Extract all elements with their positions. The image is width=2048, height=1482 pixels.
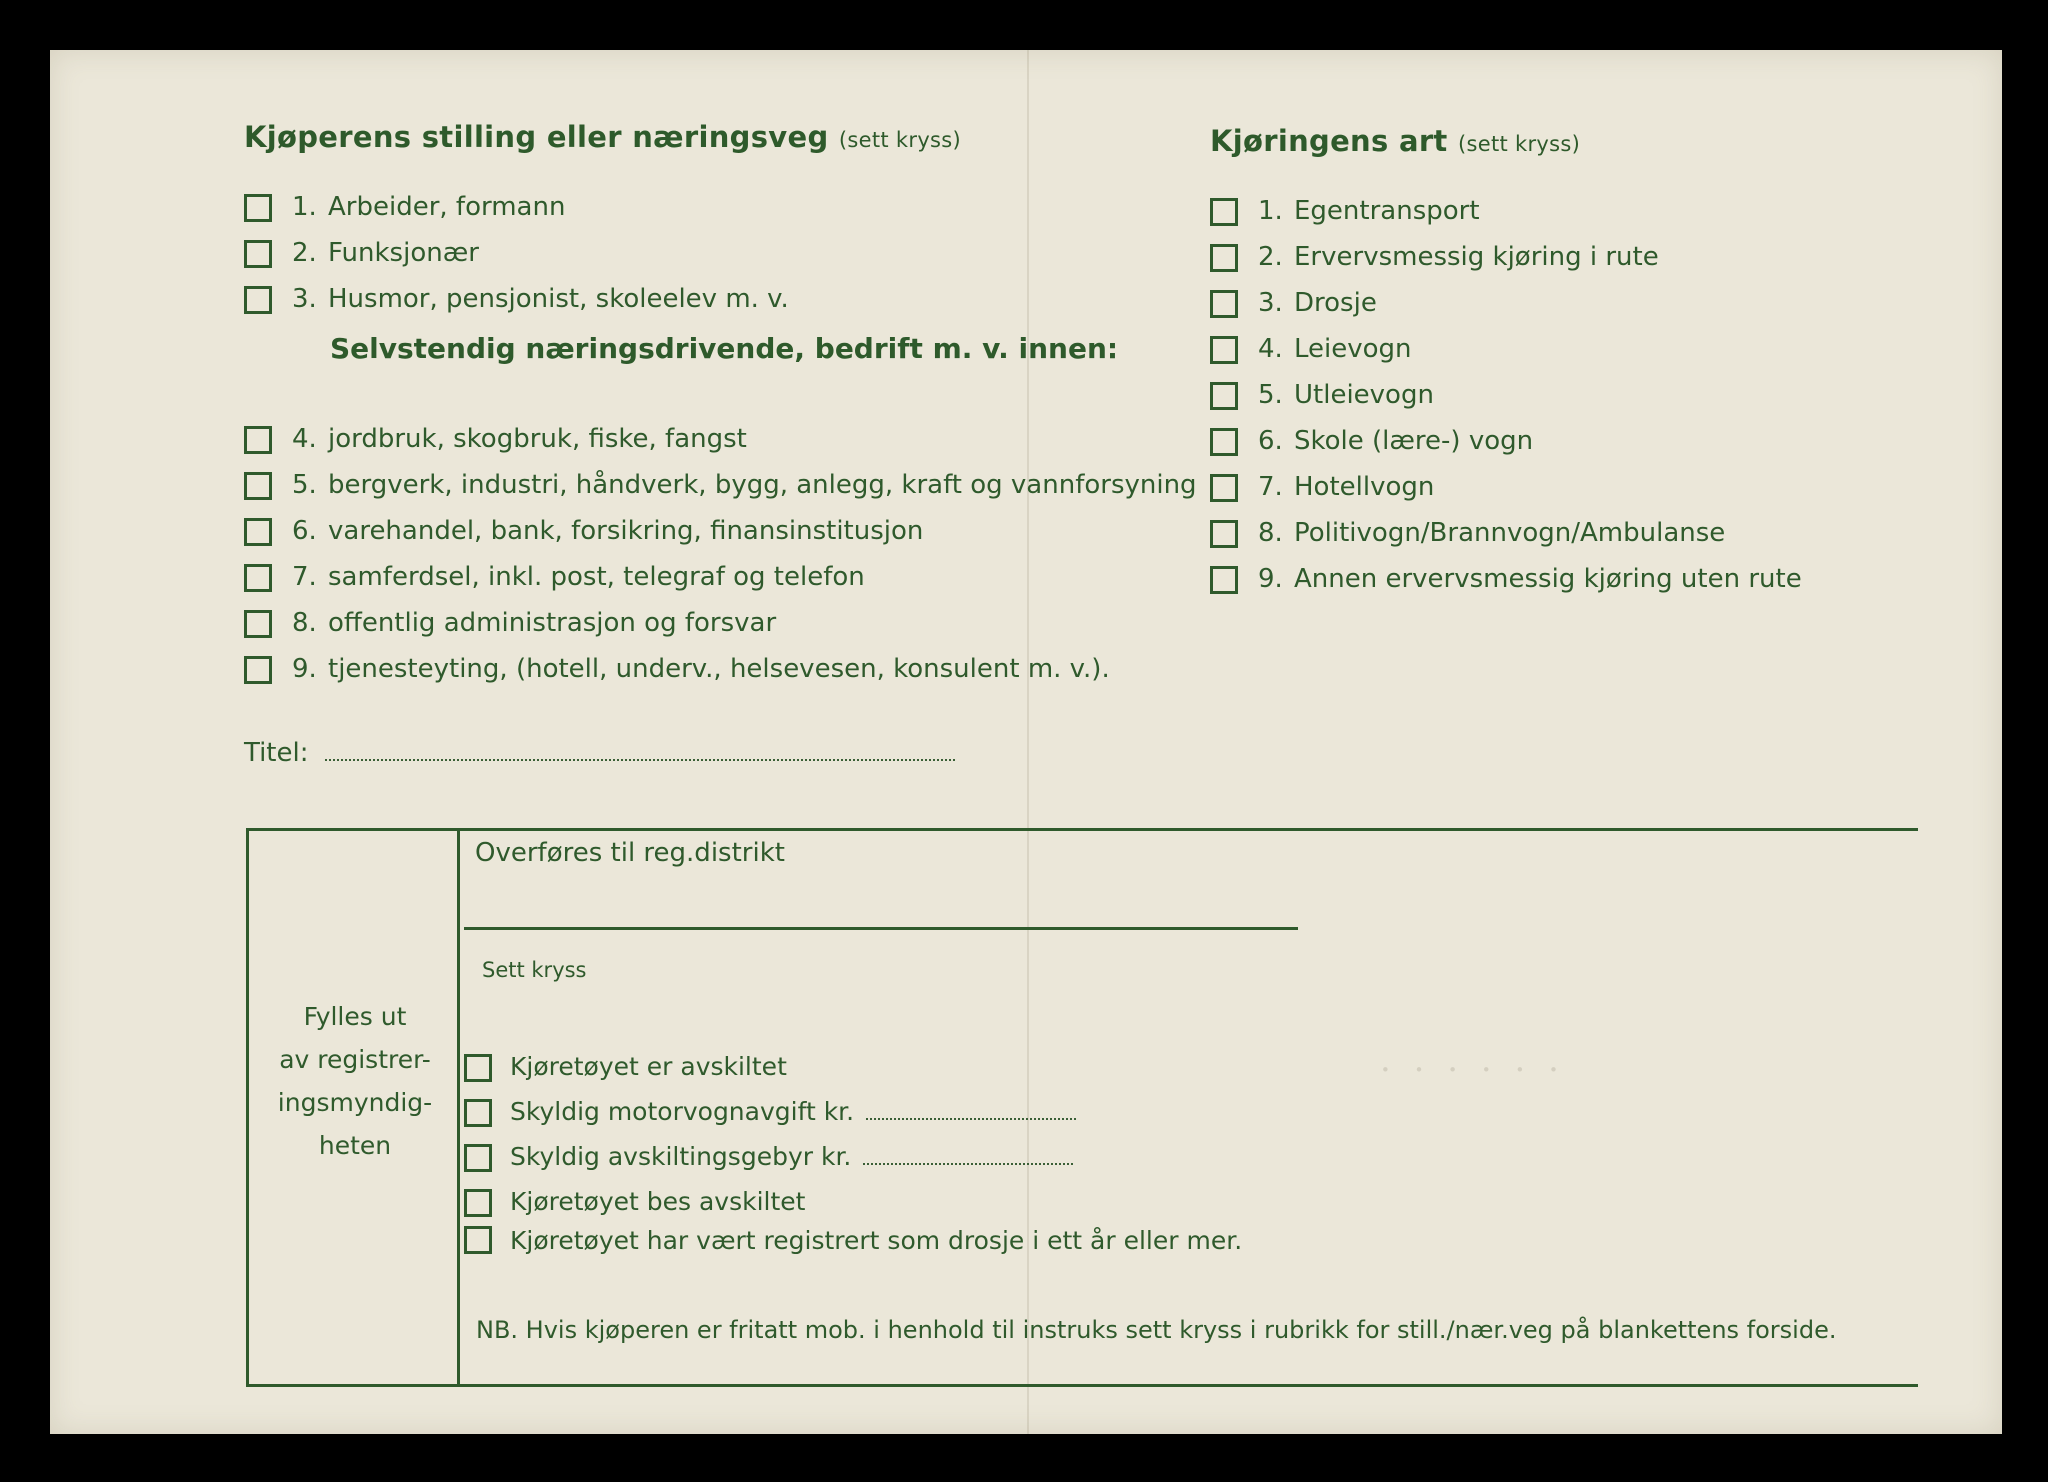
driving-type-option-label: Politivogn/Brannvogn/Ambulanse	[1294, 518, 1726, 548]
driving-type-option-1	[1258, 196, 1480, 226]
industry-option-label: bergverk, industri, håndverk, bygg, anlegg, kraft og vannforsyning	[328, 470, 1197, 500]
driving-type-checkbox-3[interactable]	[1210, 290, 1238, 318]
driving-type-option-label: Hotellvogn	[1294, 472, 1435, 502]
driving-type-checkbox-8[interactable]	[1210, 520, 1238, 548]
drosje-check-label: Kjøretøyet har vært registrert som drosje i ett år eller mer.	[510, 1226, 1243, 1255]
industry-option-label: samferdsel, inkl. post, telegraf og telefon	[328, 562, 865, 592]
industry-checkbox-3[interactable]	[244, 518, 272, 546]
driving-type-option-number: 2.	[1258, 242, 1283, 272]
bleed-through-mark: · · · · · ·	[1380, 1050, 1565, 1090]
registry-side-label-line: av registrer-	[279, 1045, 431, 1074]
registry-check-4	[510, 1187, 805, 1216]
nb-note: NB. Hvis kjøperen er fritatt mob. i henhold til instruks sett kryss i rubrikk for still./nær.veg på blankettens forside.	[476, 1316, 1837, 1344]
driving-type-checkbox-6[interactable]	[1210, 428, 1238, 456]
driving-type-option-number: 9.	[1258, 564, 1283, 594]
registry-check-label: Skyldig motorvognavgift kr.	[510, 1097, 855, 1126]
industry-checkbox-6[interactable]	[244, 656, 272, 684]
amount-dotted-line[interactable]	[863, 1143, 1073, 1165]
occupation-option-label: Arbeider, formann	[328, 192, 566, 222]
amount-dotted-line[interactable]	[866, 1098, 1076, 1120]
driving-type-heading: Kjøringens art (sett kryss)	[1210, 124, 1581, 158]
registry-side-label-line: Fylles ut	[303, 1002, 407, 1031]
driving-type-option-label: Utleievogn	[1294, 380, 1434, 410]
driving-type-option-label: Egentransport	[1294, 196, 1480, 226]
industry-checkbox-5[interactable]	[244, 610, 272, 638]
occupation-option-number: 1.	[292, 192, 317, 222]
driving-type-option-number: 7.	[1258, 472, 1283, 502]
registry-checkbox-2[interactable]	[464, 1099, 492, 1127]
industry-checkbox-4[interactable]	[244, 564, 272, 592]
occupation-option-number: 3.	[292, 284, 317, 314]
registry-side-label-line: ingsmyndig-	[277, 1088, 433, 1117]
driving-type-option-9	[1258, 564, 1802, 594]
drosje-checkbox[interactable]	[464, 1226, 492, 1254]
occupation-checkbox-2[interactable]	[244, 240, 272, 268]
registry-check-2	[510, 1097, 1076, 1126]
title-label: Titel:	[244, 738, 309, 768]
driving-type-option-number: 8.	[1258, 518, 1283, 548]
transfer-district-label: Overføres til reg.distrikt	[475, 838, 785, 868]
driving-type-option-4	[1258, 334, 1412, 364]
registry-checkbox-3[interactable]	[464, 1144, 492, 1172]
industry-option-number: 8.	[292, 608, 317, 638]
driving-type-checkbox-5[interactable]	[1210, 382, 1238, 410]
driving-type-option-7	[1258, 472, 1434, 502]
industry-option-number: 9.	[292, 654, 317, 684]
transfer-district-line[interactable]	[464, 927, 1298, 930]
sett-kryss-label: Sett kryss	[482, 958, 587, 982]
occupation-option-1	[292, 192, 565, 222]
registry-side-label-line: heten	[318, 1131, 392, 1160]
industry-checkbox-1[interactable]	[244, 426, 272, 454]
occupation-checkbox-1[interactable]	[244, 194, 272, 222]
driving-type-checkbox-9[interactable]	[1210, 566, 1238, 594]
industry-option-1	[292, 424, 747, 454]
driving-type-option-6	[1258, 426, 1533, 456]
driving-type-checkbox-4[interactable]	[1210, 336, 1238, 364]
driving-type-checkbox-1[interactable]	[1210, 198, 1238, 226]
registry-check-1	[510, 1052, 787, 1081]
registry-left-border	[246, 828, 249, 1387]
industry-option-2	[292, 470, 1197, 500]
registry-checkbox-1[interactable]	[464, 1054, 492, 1082]
driving-type-option-number: 3.	[1258, 288, 1283, 318]
registry-side-label	[260, 995, 450, 1167]
title-dotted-line	[325, 739, 955, 761]
industry-option-number: 5.	[292, 470, 317, 500]
industry-checkbox-2[interactable]	[244, 472, 272, 500]
registry-check-label: Skyldig avskiltingsgebyr kr.	[510, 1142, 852, 1171]
industry-option-3	[292, 516, 923, 546]
occupation-option-3	[292, 284, 789, 314]
industry-option-number: 7.	[292, 562, 317, 592]
industry-option-6	[292, 654, 1110, 684]
industry-option-number: 6.	[292, 516, 317, 546]
driving-type-checkbox-7[interactable]	[1210, 474, 1238, 502]
registry-checkbox-4[interactable]	[464, 1189, 492, 1217]
registry-check-label: Kjøretøyet er avskiltet	[510, 1052, 787, 1081]
driving-type-option-number: 1.	[1258, 196, 1283, 226]
industry-option-number: 4.	[292, 424, 317, 454]
driving-type-option-label: Leievogn	[1294, 334, 1412, 364]
industry-option-label: varehandel, bank, forsikring, finansinstitusjon	[328, 516, 924, 546]
driving-type-option-8	[1258, 518, 1725, 548]
form-card	[50, 50, 2002, 1434]
buyer-occupation-heading: Kjøperens stilling eller næringsveg (sett kryss)	[244, 120, 962, 154]
driving-type-option-2	[1258, 242, 1659, 272]
industry-option-5	[292, 608, 776, 638]
occupation-option-label: Husmor, pensjonist, skoleelev m. v.	[328, 284, 789, 314]
registry-top-border	[246, 828, 1918, 831]
registry-divider	[457, 828, 460, 1387]
driving-type-option-label: Annen ervervsmessig kjøring uten rute	[1294, 564, 1802, 594]
occupation-option-2	[292, 238, 479, 268]
driving-type-option-label: Drosje	[1294, 288, 1377, 318]
driving-type-hint: (sett kryss)	[1458, 132, 1581, 156]
driving-type-option-number: 5.	[1258, 380, 1283, 410]
driving-type-option-label: Ervervsmessig kjøring i rute	[1294, 242, 1659, 272]
industry-option-4	[292, 562, 865, 592]
buyer-occupation-hint: (sett kryss)	[838, 128, 962, 152]
industry-option-label: jordbruk, skogbruk, fiske, fangst	[328, 424, 747, 454]
industry-option-label: tjenesteyting, (hotell, underv., helsevesen, konsulent m. v.).	[328, 654, 1110, 684]
registry-check-3	[510, 1142, 1073, 1171]
driving-type-option-label: Skole (lære-) vogn	[1294, 426, 1534, 456]
driving-type-option-3	[1258, 288, 1377, 318]
occupation-checkbox-3[interactable]	[244, 286, 272, 314]
occupation-option-number: 2.	[292, 238, 317, 268]
registry-bottom-border	[246, 1384, 1918, 1387]
driving-type-option-5	[1258, 380, 1434, 410]
driving-type-option-number: 4.	[1258, 334, 1283, 364]
registry-check-label: Kjøretøyet bes avskiltet	[510, 1187, 806, 1216]
industry-option-label: offentlig administrasjon og forsvar	[328, 608, 777, 638]
occupation-option-label: Funksjonær	[328, 238, 479, 268]
title-field[interactable]	[244, 738, 955, 768]
driving-type-option-number: 6.	[1258, 426, 1283, 456]
driving-type-checkbox-2[interactable]	[1210, 244, 1238, 272]
self-employed-subheading: Selvstendig næringsdrivende, bedrift m. v. innen:	[330, 332, 1119, 365]
